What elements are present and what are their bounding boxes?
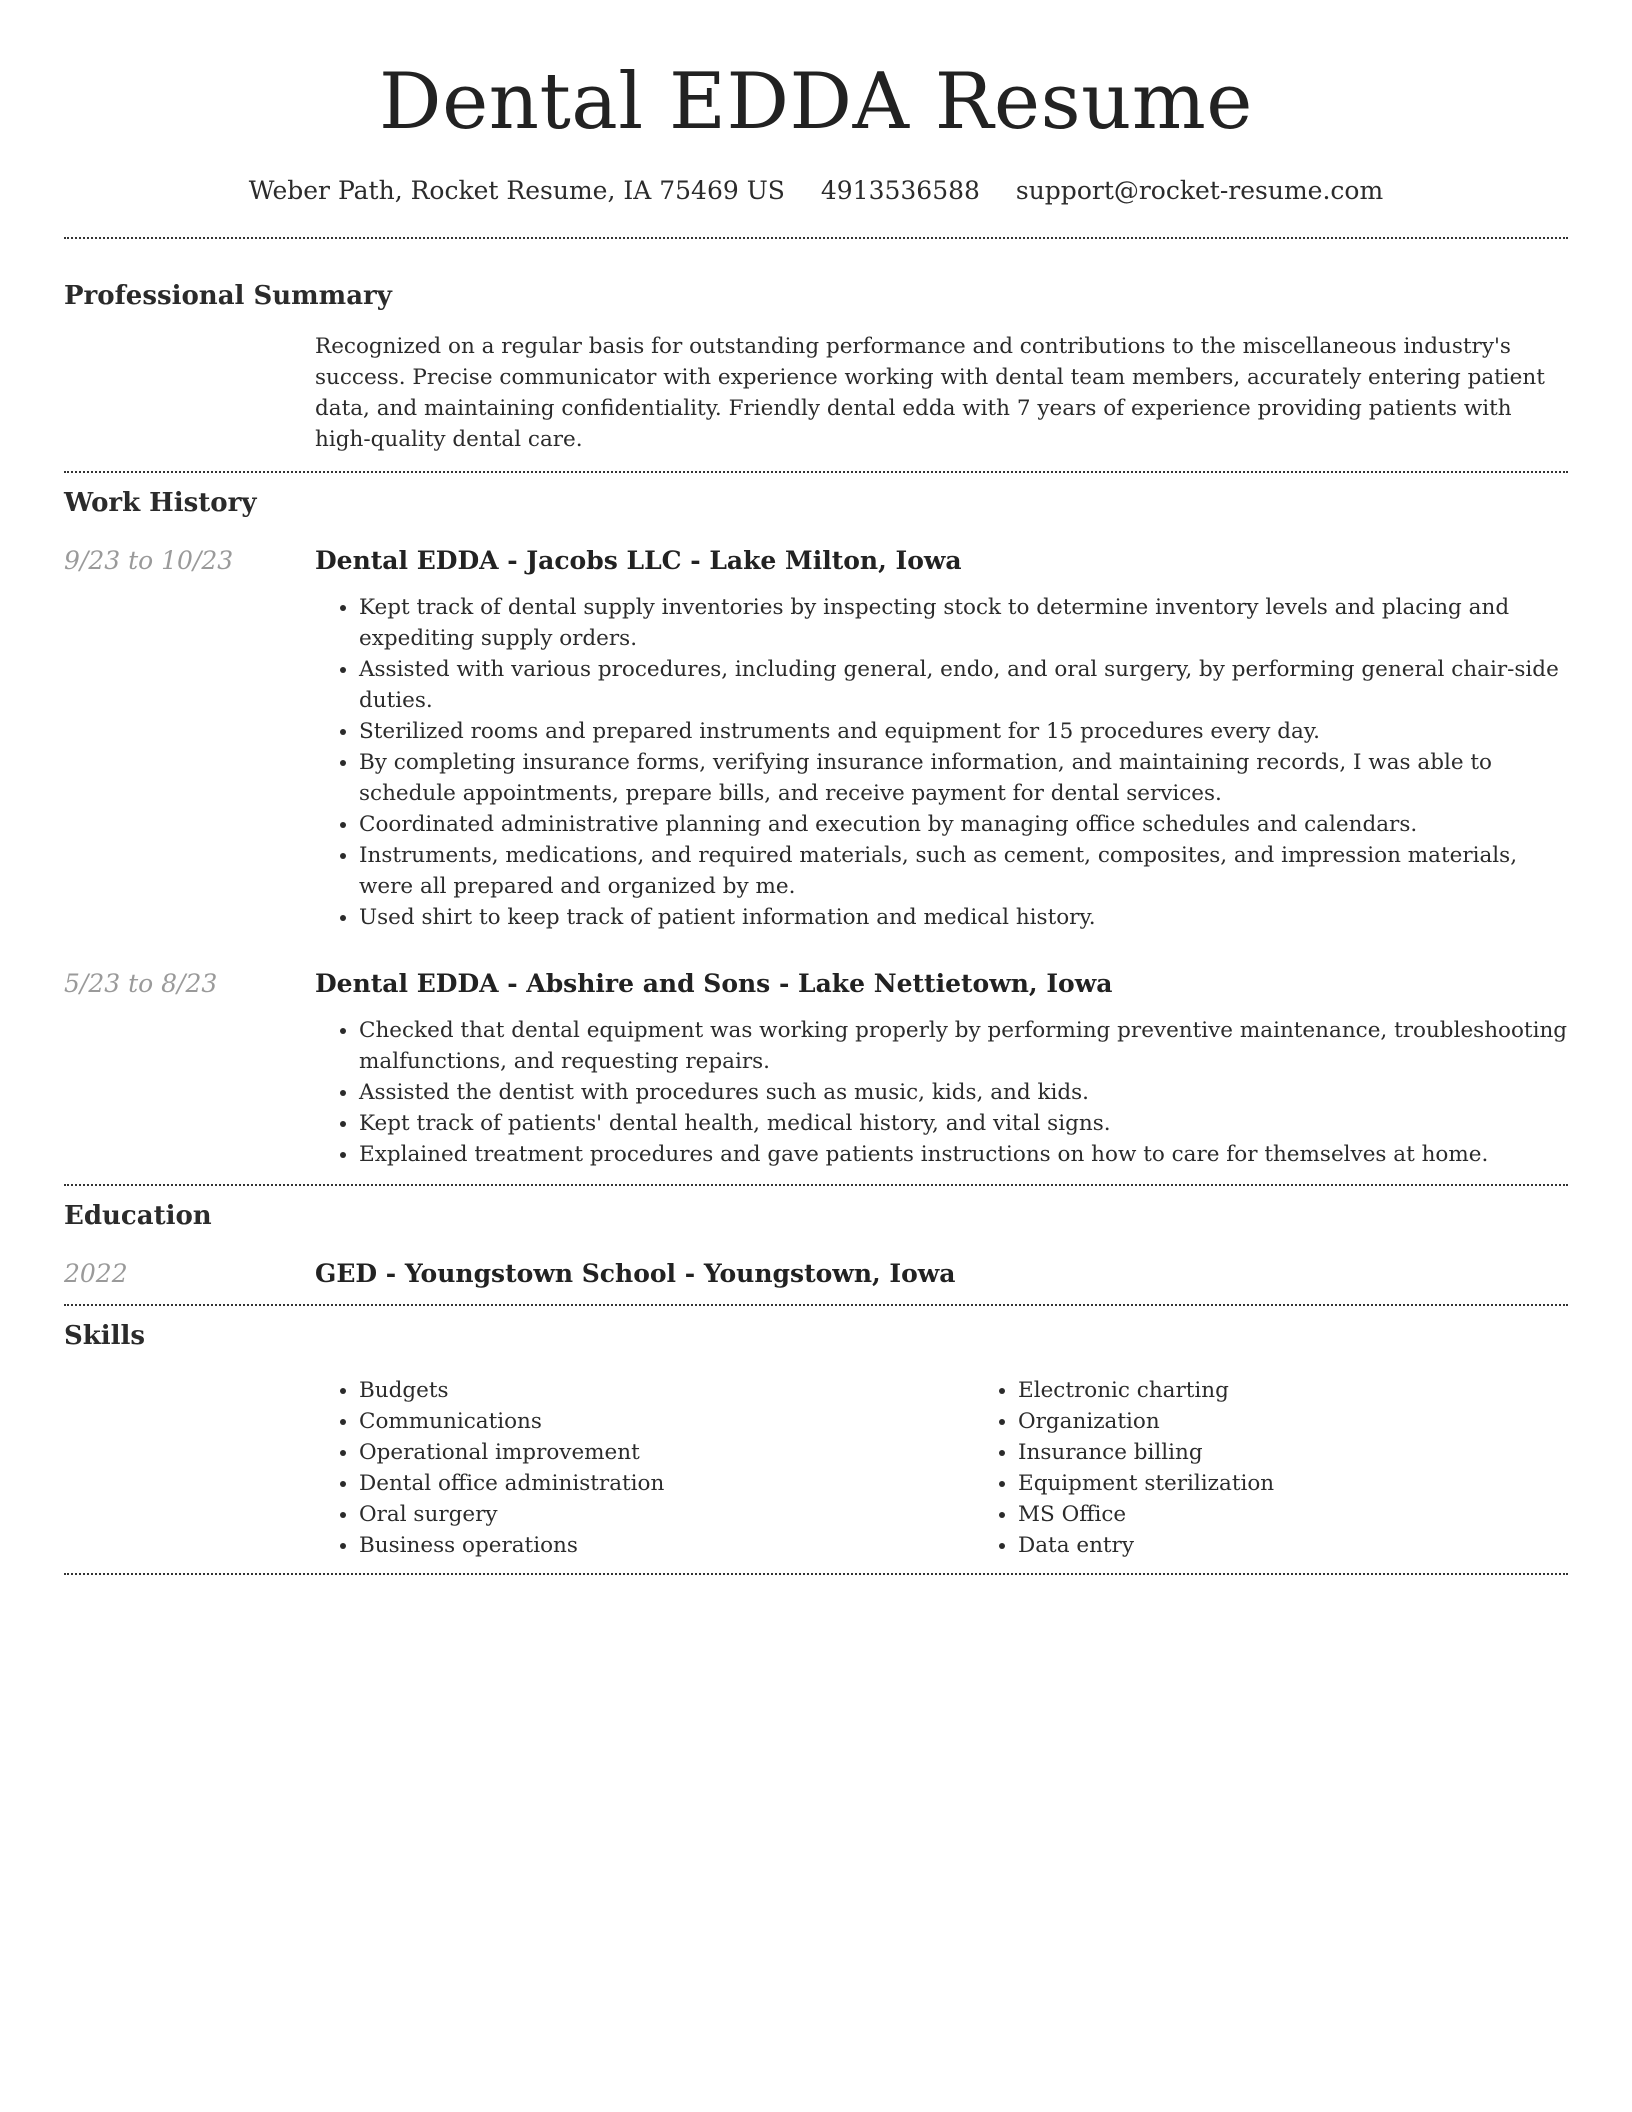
list-item: • Insurance billing xyxy=(1018,1437,1632,1468)
divider xyxy=(64,1573,1568,1575)
page-title: Dental EDDA Resume xyxy=(379,57,1253,147)
job-entry xyxy=(64,966,1568,1170)
skills-section xyxy=(64,1306,1568,1561)
contact-address: Weber Path, Rocket Resume, IA 75469 US xyxy=(248,176,785,205)
skills-list-right xyxy=(974,1375,1632,1561)
summary-section xyxy=(64,239,1568,455)
list-item: • Data entry xyxy=(1018,1530,1632,1561)
list-item: • Dental office administration xyxy=(359,1468,974,1499)
education-detail: GED - Youngstown School - Youngstown, Iowa xyxy=(315,1259,956,1288)
section-title-work-history: Work History xyxy=(64,488,257,518)
job-title: Dental EDDA - Abshire and Sons - Lake Nettietown, Iowa xyxy=(315,969,1113,998)
list-item: • Kept track of dental supply inventories by inspecting stock to determine inventory levels and placing and expediting supply orders. xyxy=(359,592,1568,654)
list-item: • Kept track of patients' dental health, medical history, and vital signs. xyxy=(359,1108,1568,1139)
skills-grid xyxy=(315,1375,1632,1561)
list-item: • Coordinated administrative planning and execution by managing office schedules and calendars. xyxy=(359,809,1568,840)
education-entry xyxy=(64,1256,1568,1292)
work-history-section xyxy=(64,473,1568,1170)
list-item: • MS Office xyxy=(1018,1499,1632,1530)
job-bullets xyxy=(315,592,1568,933)
job-bullets xyxy=(315,1015,1568,1170)
list-item: • Assisted the dentist with procedures such as music, kids, and kids. xyxy=(359,1077,1568,1108)
job-dates: 5/23 to 8/23 xyxy=(64,969,218,998)
list-item: • Used shirt to keep track of patient information and medical history. xyxy=(359,902,1568,933)
list-item: • Oral surgery xyxy=(359,1499,974,1530)
list-item: • Budgets xyxy=(359,1375,974,1406)
job-entry xyxy=(64,543,1568,933)
skills-list-left xyxy=(315,1375,974,1561)
job-dates: 9/23 to 10/23 xyxy=(64,546,234,575)
list-item: • Communications xyxy=(359,1406,974,1437)
list-item: • Electronic charting xyxy=(1018,1375,1632,1406)
list-item: • Business operations xyxy=(359,1530,974,1561)
list-item: • Sterilized rooms and prepared instruments and equipment for 15 procedures every day. xyxy=(359,716,1568,747)
list-item: • Operational improvement xyxy=(359,1437,974,1468)
section-title-skills: Skills xyxy=(64,1321,146,1351)
list-item: • Checked that dental equipment was working properly by performing preventive maintenance, troubleshooting malfunctions, and requesting repairs. xyxy=(359,1015,1568,1077)
list-item: • Organization xyxy=(1018,1406,1632,1437)
section-title-summary: Professional Summary xyxy=(64,281,392,311)
education-year: 2022 xyxy=(64,1259,128,1288)
list-item: • Instruments, medications, and required materials, such as cement, composites, and impression materials, were all prepared and organized by me. xyxy=(359,840,1568,902)
job-title: Dental EDDA - Jacobs LLC - Lake Milton, Iowa xyxy=(315,546,962,575)
contact-email: support@rocket-resume.com xyxy=(1015,176,1384,205)
list-item: • Equipment sterilization xyxy=(1018,1468,1632,1499)
education-section xyxy=(64,1186,1568,1292)
list-item: • Assisted with various procedures, including general, endo, and oral surgery, by performing general chair-side duties. xyxy=(359,654,1568,716)
contact-line xyxy=(64,174,1568,208)
list-item: • Explained treatment procedures and gave patients instructions on how to care for themselves at home. xyxy=(359,1139,1568,1170)
list-item: • By completing insurance forms, verifying insurance information, and maintaining records, I was able to schedule appointments, prepare bills, and receive payment for dental services. xyxy=(359,747,1568,809)
section-title-education: Education xyxy=(64,1201,212,1231)
contact-phone: 4913536588 xyxy=(820,176,980,205)
summary-text: Recognized on a regular basis for outstanding performance and contributions to the miscellaneous industry's success. Precise communicator with experience working with dental team members, accurately entering patient data, and maintaining confidentiality. Friendly dental edda with 7 years of experience providing patients with high-quality dental care. xyxy=(315,334,1545,452)
resume-header xyxy=(64,0,1568,208)
